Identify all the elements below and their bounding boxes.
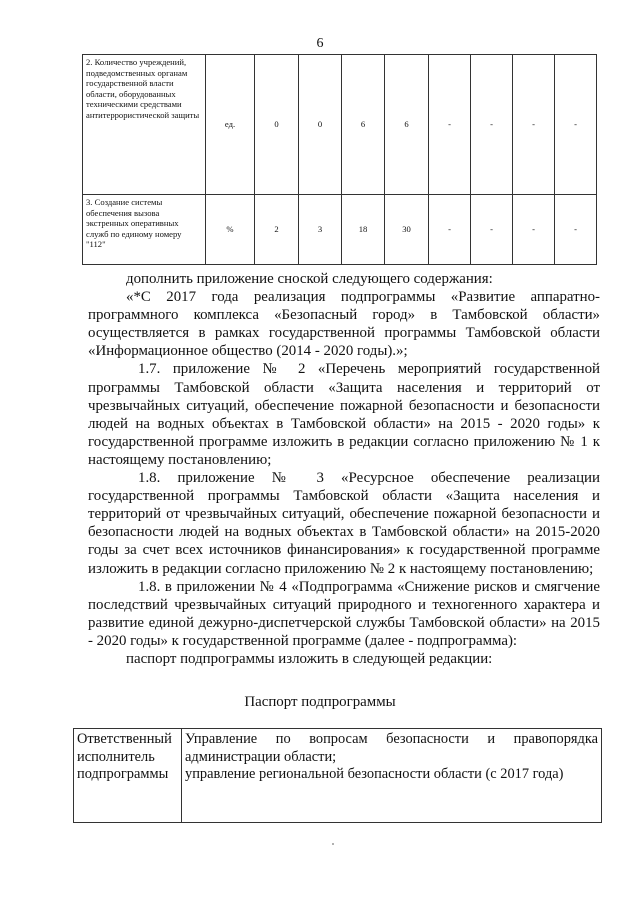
indicator-unit: ед.: [206, 55, 255, 195]
passport-title: Паспорт подпрограммы: [244, 694, 396, 710]
indicator-value: -: [555, 195, 597, 265]
indicators-table: [82, 54, 597, 265]
responsible-executor-2: управление региональной безопасности области (с 2017 года): [185, 766, 564, 782]
indicator-value: 0: [255, 55, 299, 195]
indicator-value: -: [471, 55, 513, 195]
paragraph: паспорт подпрограммы изложить в следующей редакции:: [126, 650, 493, 667]
page-number: 6: [316, 36, 324, 51]
scan-speck: [332, 843, 334, 845]
indicator-value: -: [429, 195, 471, 265]
indicator-value: 18: [342, 195, 385, 265]
indicator-value: 2: [255, 195, 299, 265]
passport-table: [73, 728, 602, 823]
document-body: [88, 270, 600, 668]
passport-row-value: [182, 729, 602, 823]
indicator-unit: %: [206, 195, 255, 265]
table-row: [74, 729, 602, 823]
indicator-value: -: [555, 55, 597, 195]
indicator-value: 3: [299, 195, 342, 265]
paragraph: 1.8. в приложении № 4 «Подпрограмма «Снижение рисков и смягчение последствий чрезвычайных ситуаций природного и техногенного характера и развитие единой дежурно-диспетчерской службы Тамбовской области» на 2015 - 2020 годы» к государственной программе (далее - подпрограмма):: [88, 578, 600, 649]
passport-row-label: Ответственный исполнитель подпрограммы: [74, 729, 182, 823]
table-row: [83, 195, 597, 265]
paragraph: «*С 2017 года реализация подпрограммы «Развитие аппаратно-программного комплекса «Безопасный город» в Тамбовской области» осуществляется в рамках государственной программы Тамбовской области «Информационное общество (2014 - 2020 годы).»;: [88, 289, 600, 360]
paragraph: 1.8. приложение № 3 «Ресурсное обеспечение реализации государственной программы Тамбовской области «Защита населения и территорий от чрезвычайных ситуаций, обеспечение пожарной безопасности и безопасности людей на водных объектах в Тамбовской области» на 2015-2020 годы за счет всех источников финансирования» к государственной программе изложить в редакции согласно приложению № 2 к настоящему постановлению;: [88, 470, 600, 577]
indicator-value: 6: [385, 55, 429, 195]
responsible-executor-1: Управление по вопросам безопасности и правопорядка администрации области;: [185, 731, 598, 765]
indicator-value: -: [513, 195, 555, 265]
indicator-value: 30: [385, 195, 429, 265]
paragraph: дополнить приложение сноской следующего содержания:: [126, 271, 493, 287]
indicator-label: 2. Количество учреждений, подведомственных органам государственной власти области, оборудованных техническими средствами антитеррористической защиты: [83, 55, 206, 195]
indicator-value: -: [471, 195, 513, 265]
paragraph: 1.7. приложение № 2 «Перечень мероприятий государственной программы Тамбовской области «Защита населения и территорий от чрезвычайных ситуаций, обеспечение пожарной безопасности и безопасности людей на водных объектах в Тамбовской области» на 2015 - 2020 годы» к государственной программе изложить в редакции согласно приложению № 1 к настоящему постановлению;: [88, 361, 600, 468]
indicator-value: -: [429, 55, 471, 195]
indicator-label: 3. Создание системы обеспечения вызова экстренных оперативных служб по единому номеру "112": [83, 195, 206, 265]
table-row: [83, 55, 597, 195]
indicator-value: 6: [342, 55, 385, 195]
indicator-value: -: [513, 55, 555, 195]
indicator-value: 0: [299, 55, 342, 195]
